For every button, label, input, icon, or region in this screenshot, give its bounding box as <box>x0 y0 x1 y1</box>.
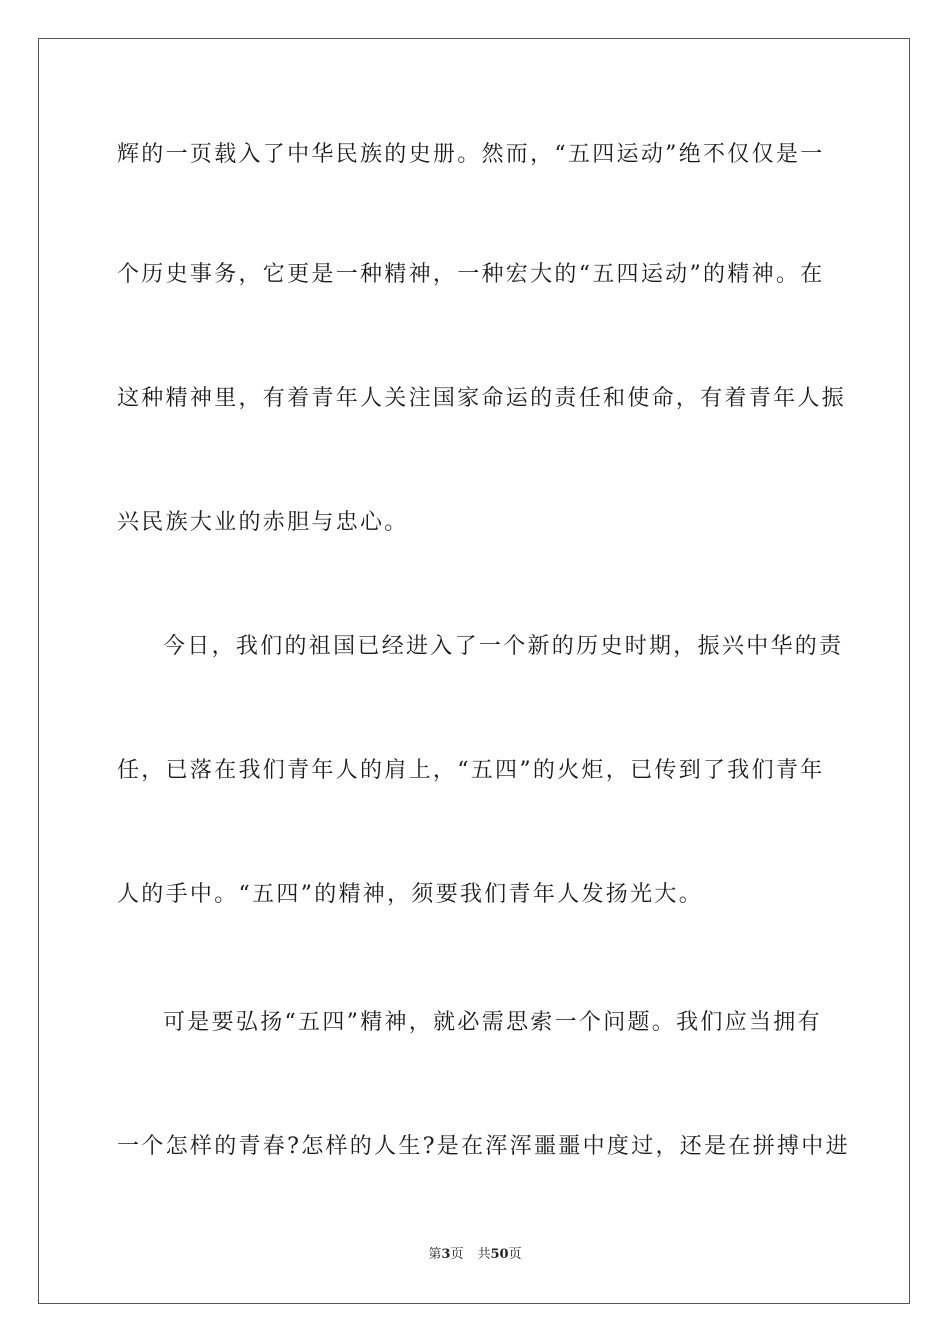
page-suffix: 页 <box>450 1247 464 1262</box>
text-line-6: 任，已落在我们青年人的肩上，“五四”的火炬，已传到了我们青年 <box>117 758 825 783</box>
text-line-9: 一个怎样的青春?怎样的人生?是在浑浑噩噩中度过，还是在拼搏中进 <box>117 1134 850 1159</box>
text-line-3: 这种精神里，有着青年人关注国家命运的责任和使命，有着青年人振 <box>117 386 847 411</box>
paragraph-start-line-5: 今日，我们的祖国已经进入了一个新的历史时期，振兴中华的责 <box>163 634 844 659</box>
page-footer <box>0 1246 950 1264</box>
paragraph-start-line-8: 可是要弘扬“五四”精神，就必需思索一个问题。我们应当拥有 <box>163 1010 822 1035</box>
text-line-7: 人的手中。“五四”的精神，须要我们青年人发扬光大。 <box>117 882 703 907</box>
text-line-2: 个历史事务，它更是一种精神，一种宏大的“五四运动”的精神。在 <box>117 262 825 287</box>
total-prefix: 共 <box>477 1247 491 1262</box>
page-number: 3 <box>441 1247 451 1262</box>
text-line-4: 兴民族大业的赤胆与忠心。 <box>117 510 409 535</box>
total-suffix: 页 <box>508 1247 522 1262</box>
total-pages: 50 <box>490 1247 509 1262</box>
page-border <box>38 38 910 1304</box>
page-prefix: 第 <box>428 1247 442 1262</box>
text-line-1: 辉的一页载入了中华民族的史册。然而，“五四运动”绝不仅仅是一 <box>117 142 825 167</box>
